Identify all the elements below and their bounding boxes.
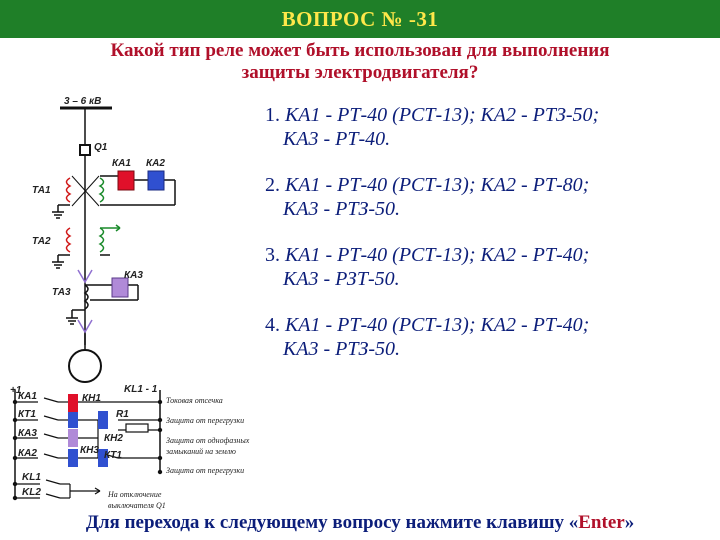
answer-line: КА1 - РТ-40 (РСТ-13); КА2 - РТ-40;: [285, 314, 590, 336]
note-current-cutoff: Токовая отсечка: [166, 396, 223, 405]
kh2-label: КН2: [104, 433, 123, 444]
ctrl-relay-red-ka1: [68, 394, 78, 412]
ctrl-kl2-label: KL2: [22, 487, 41, 498]
answer-number: 4.: [265, 314, 280, 336]
ctrl-relay-blue-kt1: [68, 412, 78, 428]
plus-label: +1: [10, 385, 22, 396]
question-line-2: защиты электродвигателя?: [241, 62, 479, 83]
kh3-label: КН3: [80, 445, 99, 456]
r1-label: R1: [116, 409, 129, 420]
relay-ka1: [118, 171, 134, 190]
footer-instruction: [0, 512, 720, 534]
answer-line: КА1 - РТ-40 (РСТ-13); КА2 - РТ-40;: [285, 244, 590, 266]
answer-line: КА1 - РТ-40 (РСТ-13); КА2 - РТ-80;: [285, 174, 590, 196]
answer-number: 1.: [265, 104, 280, 126]
answer-line: КА3 - РТЗ-50.: [283, 338, 401, 360]
ctrl-ka3-label: КА3: [18, 428, 37, 439]
ta2-label: ТА2: [32, 236, 51, 247]
footer-end: »: [624, 512, 635, 533]
note-overload-1: Защита от перегрузки: [166, 416, 245, 425]
note-overload-2: Защита от перегрузки: [166, 466, 245, 475]
ta1-label: ТА1: [32, 185, 51, 196]
slide-title: ВОПРОС № -31: [281, 6, 439, 31]
answer-line: КА3 - РЗТ-50.: [283, 268, 400, 290]
ka1-label: КА1: [112, 158, 131, 169]
note-trip-2: выключателя Q1: [108, 501, 166, 510]
q1-label: Q1: [94, 142, 108, 153]
kl1-minus-label: KL1 - 1: [124, 384, 158, 395]
voltage-label: 3 – 6 кВ: [64, 96, 102, 107]
question-line-1: Какой тип реле может быть использован для выполнения: [110, 40, 610, 61]
motor-symbol: [69, 350, 101, 382]
breaker-q1: [80, 145, 90, 155]
answer-line: КА3 - РТЗ-50.: [283, 198, 401, 220]
note-trip-1: На отключение: [108, 490, 162, 499]
answer-line: КА1 - РТ-40 (РСТ-13); КА2 - РТЗ-50;: [285, 104, 600, 126]
relay-ka2: [148, 171, 164, 190]
ctrl-kt1-label: КТ1: [18, 409, 36, 420]
ctrl-kl1-label: KL1: [22, 472, 41, 483]
kt1b-label: КТ1: [104, 450, 122, 461]
note-earth-fault-1: Защита от однофазных: [166, 436, 250, 445]
ta3-label: ТА3: [52, 287, 71, 298]
footer-text: Для перехода к следующему вопросу нажмите клавишу «: [85, 512, 579, 533]
answer-line: КА3 - РТ-40.: [283, 128, 391, 150]
answer-number: 2.: [265, 174, 280, 196]
ctrl-ka2-label: КА2: [18, 448, 37, 459]
kh1-label: КН1: [82, 393, 101, 404]
note-earth-fault-2: замыканий на землю: [166, 447, 236, 456]
ctrl-ka1-label: КА1: [18, 391, 37, 402]
ctrl-relay-violet-ka3: [68, 429, 78, 447]
answer-number: 3.: [265, 244, 280, 266]
ctrl-relay-blue-kh2: [98, 411, 108, 429]
enter-key-label: Enter: [578, 512, 625, 533]
ka2-label: КА2: [146, 158, 165, 169]
ta2-transformer: [52, 225, 120, 268]
ka3-label: КА3: [124, 270, 143, 281]
ctrl-relay-blue-ka2: [68, 449, 78, 467]
